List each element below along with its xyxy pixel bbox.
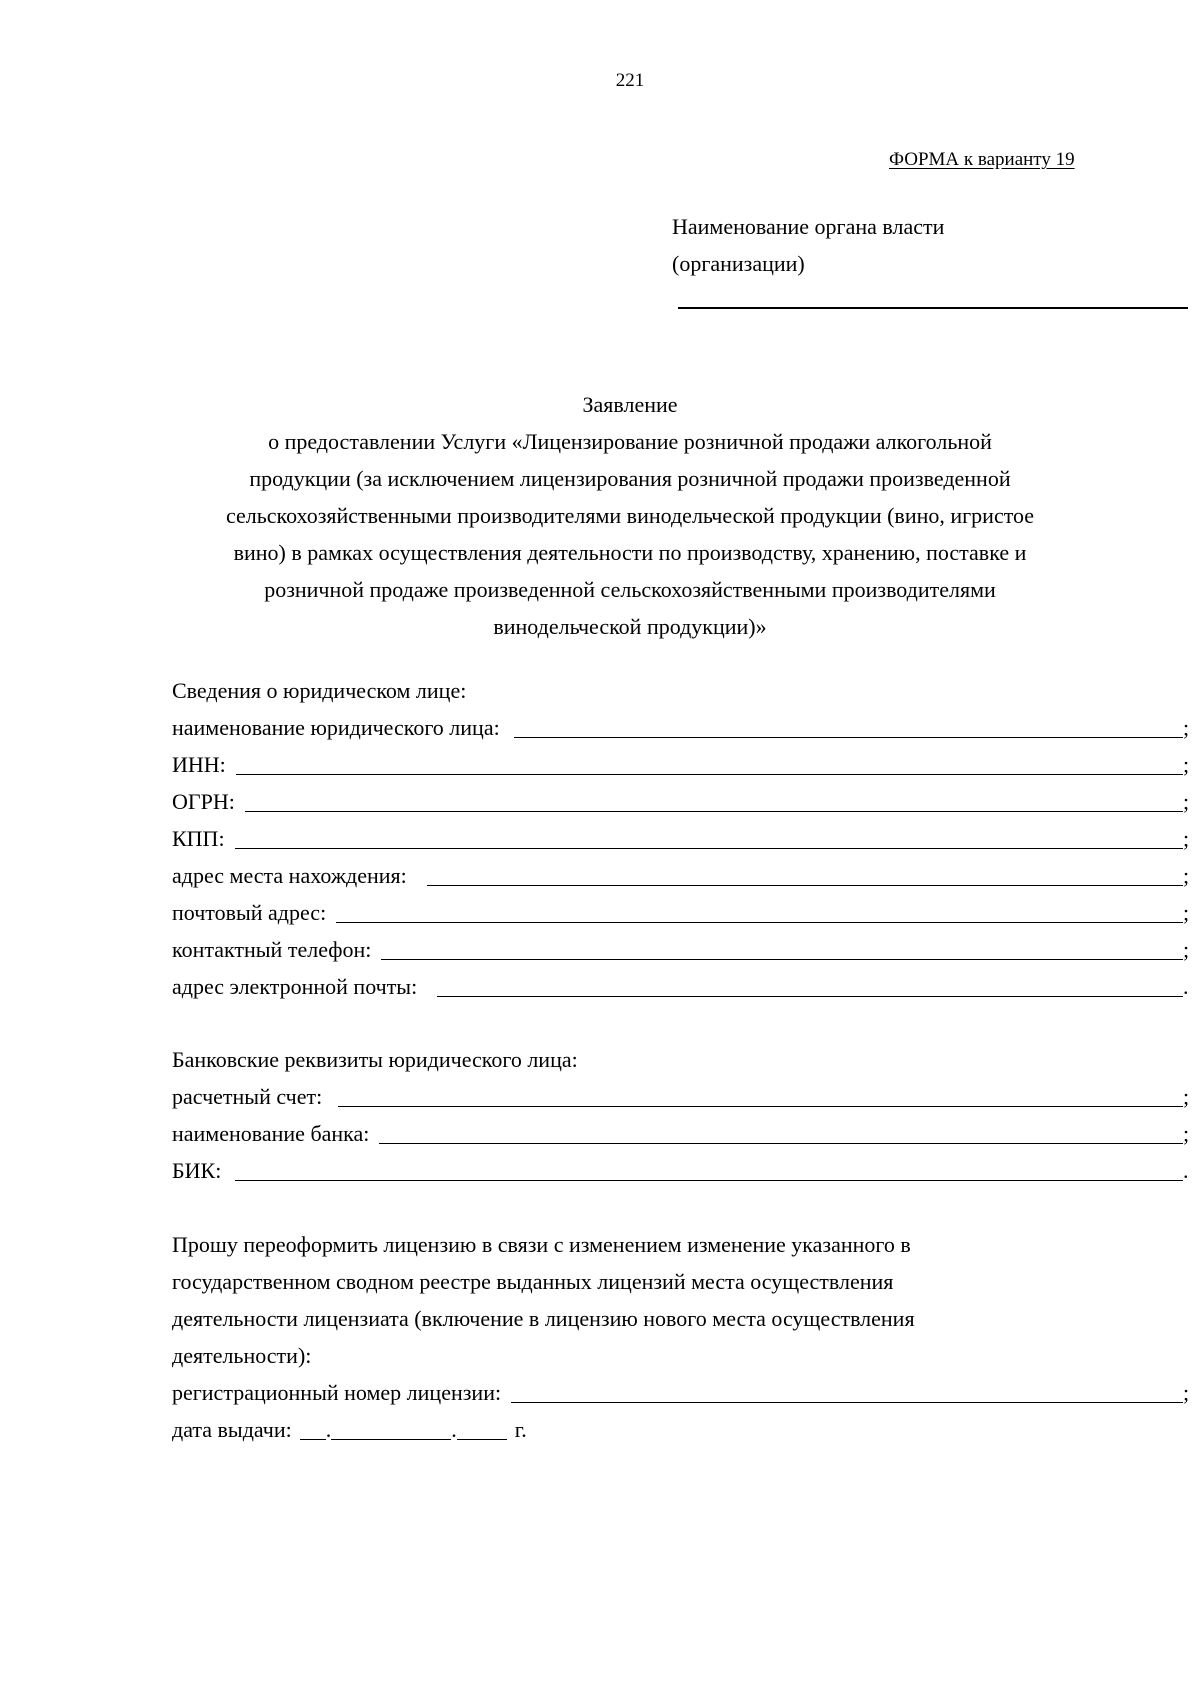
title-line: Заявление (582, 392, 678, 417)
bank-heading: Банковские реквизиты юридического лица: (172, 1047, 578, 1072)
document-title (150, 386, 1110, 645)
title-line: винодельческой продукции)» (493, 614, 767, 639)
title-line: продукции (за исключением лицензирования розничной продажи произведенной (249, 466, 1011, 491)
field-row-entity-name (172, 709, 1192, 746)
issue-year-field[interactable] (457, 1412, 507, 1440)
field-row-kpp (172, 820, 1192, 857)
field-row-location-address (172, 857, 1192, 894)
field-row-inn (172, 746, 1192, 783)
request-section (172, 1226, 1192, 1448)
page-number: 221 (615, 70, 645, 91)
field-terminator: . (1183, 1158, 1189, 1183)
legal-entity-section (172, 672, 1192, 1005)
bank-name-field[interactable] (379, 1116, 1183, 1144)
field-terminator: . (1183, 974, 1189, 999)
request-text-line: государственном сводном реестре выданных лицензий места осуществления (172, 1269, 894, 1294)
field-row-account (172, 1078, 1192, 1115)
authority-block (672, 208, 944, 282)
license-number-field[interactable] (511, 1375, 1183, 1403)
email-field[interactable] (437, 969, 1183, 997)
inn-field[interactable] (236, 747, 1183, 775)
bank-section (172, 1041, 1192, 1189)
form-reference: ФОРМА к варианту 19 (889, 149, 1075, 170)
field-terminator: ; (1183, 937, 1190, 962)
field-label: ИНН: (172, 752, 226, 777)
field-terminator: ; (1183, 752, 1190, 777)
field-row-bik (172, 1152, 1192, 1189)
entity-name-field[interactable] (514, 710, 1183, 738)
field-label: контактный телефон: (172, 937, 372, 962)
issue-day-field[interactable] (300, 1412, 326, 1440)
kpp-field[interactable] (235, 821, 1183, 849)
field-terminator: ; (1183, 826, 1190, 851)
field-terminator: ; (1183, 1084, 1190, 1109)
bik-field[interactable] (235, 1153, 1183, 1181)
field-label: ОГРН: (172, 789, 235, 814)
field-row-bank-name (172, 1115, 1192, 1152)
field-terminator: ; (1183, 1121, 1190, 1146)
title-line: сельскохозяйственными производителями винодельческой продукции (вино, игристое (225, 503, 1035, 528)
title-line: о предоставлении Услуги «Лицензирование розничной продажи алкогольной (268, 429, 992, 454)
field-label: адрес электронной почты: (172, 974, 418, 999)
field-row-ogrn (172, 783, 1192, 820)
authority-name-field[interactable] (678, 307, 1188, 309)
field-label: БИК: (172, 1158, 222, 1183)
year-suffix: г. (514, 1417, 527, 1442)
request-text-line: деятельности лицензиата (включение в лицензию нового места осуществления (172, 1306, 915, 1331)
field-terminator: ; (1183, 1380, 1190, 1405)
field-label: наименование банка: (172, 1121, 370, 1146)
field-terminator: ; (1183, 789, 1190, 814)
ogrn-field[interactable] (245, 784, 1183, 812)
field-label: КПП: (172, 826, 225, 851)
request-text-line: деятельности): (172, 1343, 312, 1368)
field-terminator: ; (1183, 863, 1190, 888)
field-terminator: ; (1183, 900, 1190, 925)
field-row-phone (172, 931, 1192, 968)
field-row-email (172, 968, 1192, 1005)
legal-entity-heading: Сведения о юридическом лице: (172, 678, 467, 703)
field-row-postal-address (172, 894, 1192, 931)
title-line: вино) в рамках осуществления деятельности по производству, хранению, поставке и (233, 540, 1027, 565)
field-label: адрес места нахождения: (172, 863, 407, 888)
field-label: регистрационный номер лицензии: (172, 1380, 502, 1405)
field-label: почтовый адрес: (172, 900, 327, 925)
title-line: розничной продаже произведенной сельскохозяйственными производителями (264, 577, 996, 602)
authority-label-note: (организации) (672, 251, 805, 276)
date-separator: . (451, 1417, 457, 1442)
location-address-field[interactable] (427, 858, 1183, 886)
request-text-line: Прошу переоформить лицензию в связи с изменением изменение указанного в (172, 1232, 911, 1257)
field-row-license-number (172, 1374, 1192, 1411)
date-separator: . (325, 1417, 332, 1442)
field-label: наименование юридического лица: (172, 715, 500, 740)
authority-label: Наименование органа власти (672, 214, 945, 239)
field-terminator: ; (1183, 715, 1190, 740)
issue-date-label: дата выдачи: (172, 1417, 292, 1442)
field-label: расчетный счет: (172, 1084, 323, 1109)
phone-field[interactable] (381, 932, 1183, 960)
postal-address-field[interactable] (336, 895, 1183, 923)
issue-date-row (172, 1411, 1192, 1448)
account-field[interactable] (338, 1079, 1183, 1107)
issue-month-field[interactable] (331, 1412, 451, 1440)
